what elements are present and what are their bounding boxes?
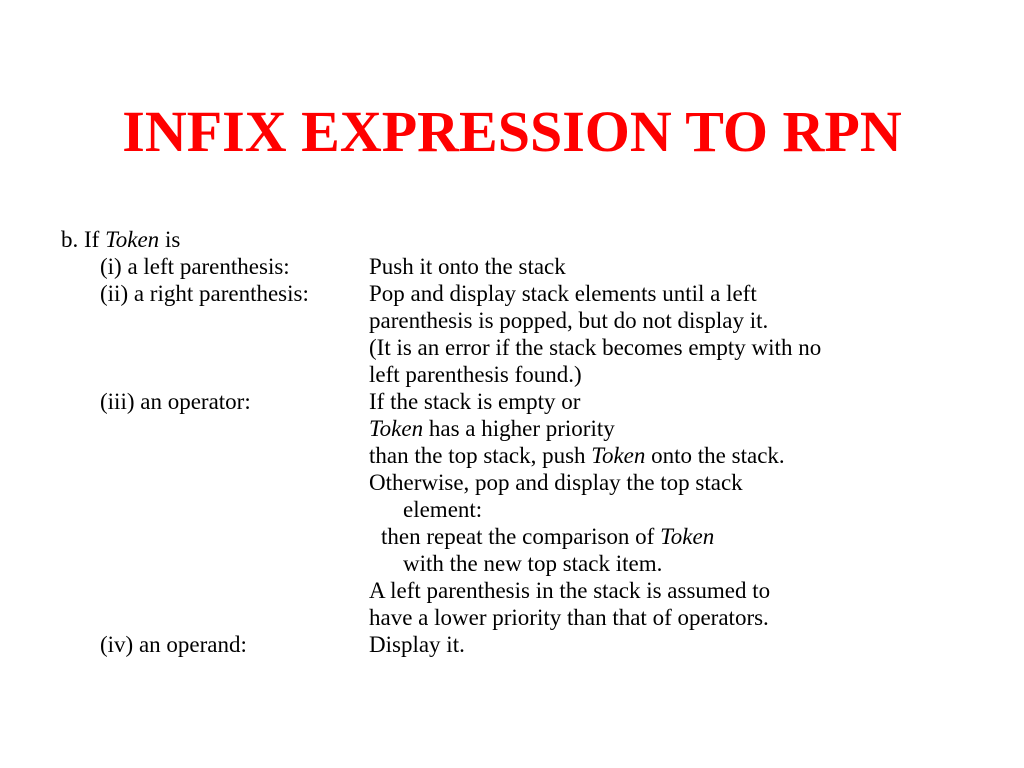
intro-line	[61, 226, 180, 253]
case-right-paren-line: Pop and display stack elements until a left	[369, 281, 757, 306]
case-operator-line: have a lower priority than that of operators.	[369, 605, 769, 630]
operator-line-text: has a higher priority	[423, 416, 615, 441]
operator-line-text: onto the stack.	[645, 443, 785, 468]
case-operator-line: If the stack is empty or	[369, 389, 581, 414]
case-left-paren-label: (i) a left parenthesis:	[100, 254, 290, 279]
case-operator-line: element:	[403, 497, 483, 522]
case-operator-line: with the new top stack item.	[403, 551, 663, 576]
case-operand-action: Display it.	[369, 632, 465, 657]
case-right-paren-line: (It is an error if the stack becomes empty with no	[369, 335, 822, 360]
case-operand-label: (iv) an operand:	[100, 632, 247, 657]
case-operator-line	[369, 442, 785, 469]
slide-title: INFIX EXPRESSION TO RPN	[122, 99, 902, 164]
operator-token: Token	[369, 416, 424, 441]
case-operator-line	[369, 415, 615, 442]
operator-line-text: then repeat the comparison of	[381, 524, 661, 549]
case-right-paren-line: parenthesis is popped, but do not display it.	[369, 308, 769, 333]
intro-token: Token	[105, 227, 160, 252]
operator-token: Token	[591, 443, 646, 468]
intro-prefix: b. If	[61, 227, 106, 252]
case-operator-line: A left parenthesis in the stack is assumed to	[369, 578, 771, 603]
intro-suffix: is	[159, 227, 181, 252]
case-operator-line	[381, 523, 714, 550]
operator-token: Token	[660, 524, 715, 549]
operator-line-text: than the top stack, push	[369, 443, 592, 468]
case-right-paren-line: left parenthesis found.)	[369, 362, 582, 387]
case-operator-line: Otherwise, pop and display the top stack	[369, 470, 743, 495]
case-right-paren-label: (ii) a right parenthesis:	[100, 281, 309, 306]
case-operator-label: (iii) an operator:	[100, 389, 251, 414]
case-left-paren-action: Push it onto the stack	[369, 254, 566, 279]
